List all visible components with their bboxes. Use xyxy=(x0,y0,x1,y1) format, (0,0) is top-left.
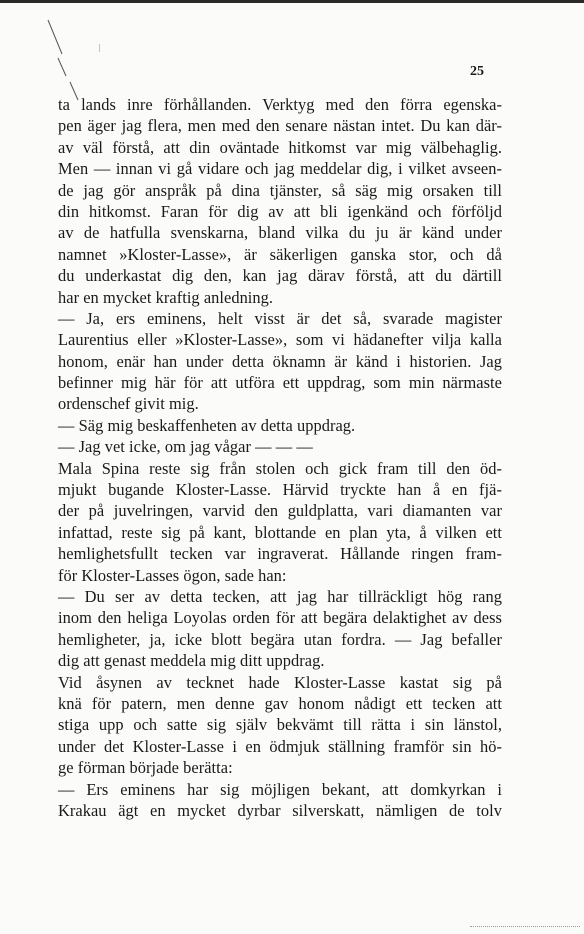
bottom-edge-marks xyxy=(470,924,580,927)
text-line: ordenschef givit mig. xyxy=(58,394,199,414)
text-line: hemligheter, ja, icke blott begära utan fordra. — Jag befaller xyxy=(58,629,502,649)
text-line: dig att genast meddela mig ditt uppdrag. xyxy=(58,651,325,671)
text-line: ge förman började berätta: xyxy=(58,758,233,778)
text-line: har en mycket kraftig anledning. xyxy=(58,287,274,307)
text-line: din hitkomst. Faran för dig av att bli igenkänd och förföljd xyxy=(58,201,502,221)
text-line: för Kloster-Lasses ögon, sade han: xyxy=(58,565,287,585)
text-line: under det Kloster-Lasse i en ödmjuk ställning framför sin hö- xyxy=(58,736,502,756)
text-line: mjukt bugande Kloster-Lasse. Härvid tryckte han å en fjä- xyxy=(58,480,502,500)
text-line: der på juvelringen, varvid den guldplatta, vari diamanten var xyxy=(58,501,502,521)
text-line: — Du ser av detta tecken, att jag har tillräckligt hög rang xyxy=(58,586,502,606)
text-line: Vid åsynen av tecknet hade Kloster-Lasse kastat sig på xyxy=(58,672,502,692)
text-line: — Ja, ers eminens, helt visst är det så, svarade magister xyxy=(58,308,502,328)
text-line: inom den heliga Loyolas orden för att begära delaktighet av dess xyxy=(58,608,502,628)
text-line: infattad, reste sig på kant, blottande en plan yta, å vilken ett xyxy=(58,522,502,542)
text-line: av väl förstå, att din oväntade hitkomst var mig välbehaglig. xyxy=(58,137,502,157)
text-line: hemlighetsfullt tecken var ingraverat. Hållande ringen fram- xyxy=(58,544,502,564)
text-line: namnet »Kloster-Lasse», är säkerligen ganska stor, och då xyxy=(58,244,502,264)
text-line: befinner mig här för att utföra ett uppdrag, som min närmaste xyxy=(58,373,502,393)
text-line: de jag gör anspråk på dina tjänster, så säg mig orsaken till xyxy=(58,180,502,200)
text-line: stiga upp och satte sig själv bekvämt till rätta i sin länstol, xyxy=(58,715,502,735)
text-line: knä för patern, men denne gav honom nådigt ett tecken att xyxy=(58,693,502,713)
text-line: Laurentius eller »Kloster-Lasse», som vi hädanefter vilja kalla xyxy=(58,330,502,350)
text-line: Men — innan vi gå vidare och jag meddelar dig, i vilket avseen- xyxy=(58,159,502,179)
page-number: 25 xyxy=(470,64,484,79)
text-line: av de hatfulla svenskarna, bland vilka du ju är känd under xyxy=(58,223,502,243)
top-edge-rule xyxy=(0,0,584,3)
text-line: — Jag vet icke, om jag vågar — — — xyxy=(58,437,313,457)
text-line: Krakau ägt en mycket dyrbar silverskatt, nämligen de tolv xyxy=(58,800,502,820)
text-line: pen äger jag flera, men med den senare nästan intet. Du kan där- xyxy=(58,116,502,136)
body-text xyxy=(58,94,502,821)
text-line: — Säg mig beskaffenheten av detta uppdrag. xyxy=(58,415,356,435)
text-line: — Ers eminens har sig möjligen bekant, att domkyrkan i xyxy=(58,779,502,799)
text-line: honom, enär han under detta öknamn är känd i historien. Jag xyxy=(58,351,502,371)
text-line: Mala Spina reste sig från stolen och gick fram till den öd- xyxy=(58,458,502,478)
text-line: du underkastat dig den, kan jag därav förstå, att du därtill xyxy=(58,266,502,286)
text-line: ta lands inre förhållanden. Verktyg med den förra egenska- xyxy=(58,95,502,114)
